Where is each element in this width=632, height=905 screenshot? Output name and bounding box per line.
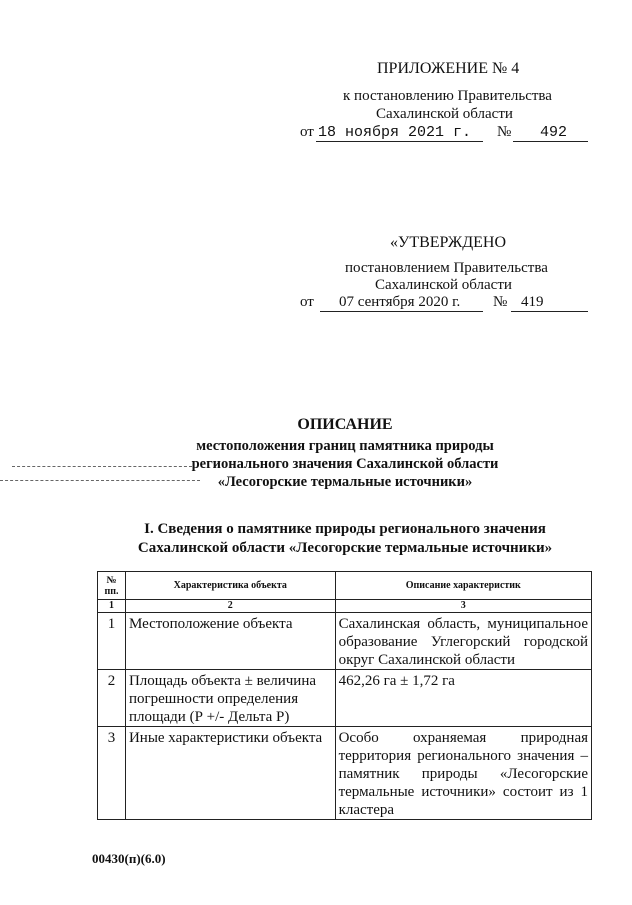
- row-1-num: 1: [98, 613, 126, 670]
- table-header-row: [98, 572, 592, 600]
- info-table: [97, 571, 592, 820]
- header-description: Описание характеристик: [335, 572, 591, 600]
- section-title-line-1: I. Сведения о памятнике природы регионального значения: [144, 521, 546, 537]
- appendix-number-label: №: [497, 124, 512, 140]
- approved-from-label: от: [300, 294, 314, 310]
- row-3-value: Особо охраняемая природная территория регионального значения – памятник природы «Лесогорские термальные источники» состоит из 1 кластера: [335, 727, 591, 820]
- description-line-2: регионального значения Сахалинской области: [191, 456, 499, 472]
- row-1-value: Сахалинская область, муниципальное образование Углегорский городской округ Сахалинской области: [335, 613, 591, 670]
- approved-line-2: Сахалинской области: [375, 277, 512, 293]
- description-line-1: местоположения границ памятника природы: [196, 438, 494, 454]
- row-2-name: Площадь объекта ± величина погрешности определения площади (Р +/- Дельта Р): [125, 670, 335, 727]
- row-3-name: Иные характеристики объекта: [125, 727, 335, 820]
- appendix-line-2: Сахалинской области: [376, 106, 513, 122]
- approved-line-1: постановлением Правительства: [345, 260, 548, 276]
- approved-date: 07 сентября 2020 г.: [339, 294, 461, 310]
- row-2-value: 462,26 га ± 1,72 га: [335, 670, 591, 727]
- approved-number: 419: [521, 294, 544, 310]
- table-row: [98, 613, 592, 670]
- approved-title: «УТВЕРЖДЕНО: [390, 234, 507, 251]
- header-characteristic: Характеристика объекта: [125, 572, 335, 600]
- header-num: № пп.: [98, 572, 126, 600]
- section-title-line-2: Сахалинской области «Лесогорские термальные источники»: [137, 540, 553, 556]
- description-heading: ОПИСАНИЕ: [297, 416, 393, 433]
- approved-number-label: №: [493, 294, 508, 310]
- table-row: [98, 727, 592, 820]
- table-index-row: [98, 600, 592, 613]
- appendix-date: 18 ноября 2021 г.: [318, 124, 472, 141]
- row-1-name: Местоположение объекта: [125, 613, 335, 670]
- footer-document-code: 00430(п)(6.0): [92, 851, 166, 866]
- index-col-3: 3: [335, 600, 591, 613]
- appendix-line-1: к постановлению Правительства: [343, 88, 552, 104]
- appendix-from-label: от: [300, 124, 314, 140]
- description-line-3: «Лесогорские термальные источники»: [217, 474, 473, 490]
- row-2-num: 2: [98, 670, 126, 727]
- appendix-number: 492: [540, 124, 568, 141]
- appendix-title: ПРИЛОЖЕНИЕ № 4: [377, 60, 520, 77]
- index-col-1: 1: [98, 600, 126, 613]
- table-row: [98, 670, 592, 727]
- row-3-num: 3: [98, 727, 126, 820]
- index-col-2: 2: [125, 600, 335, 613]
